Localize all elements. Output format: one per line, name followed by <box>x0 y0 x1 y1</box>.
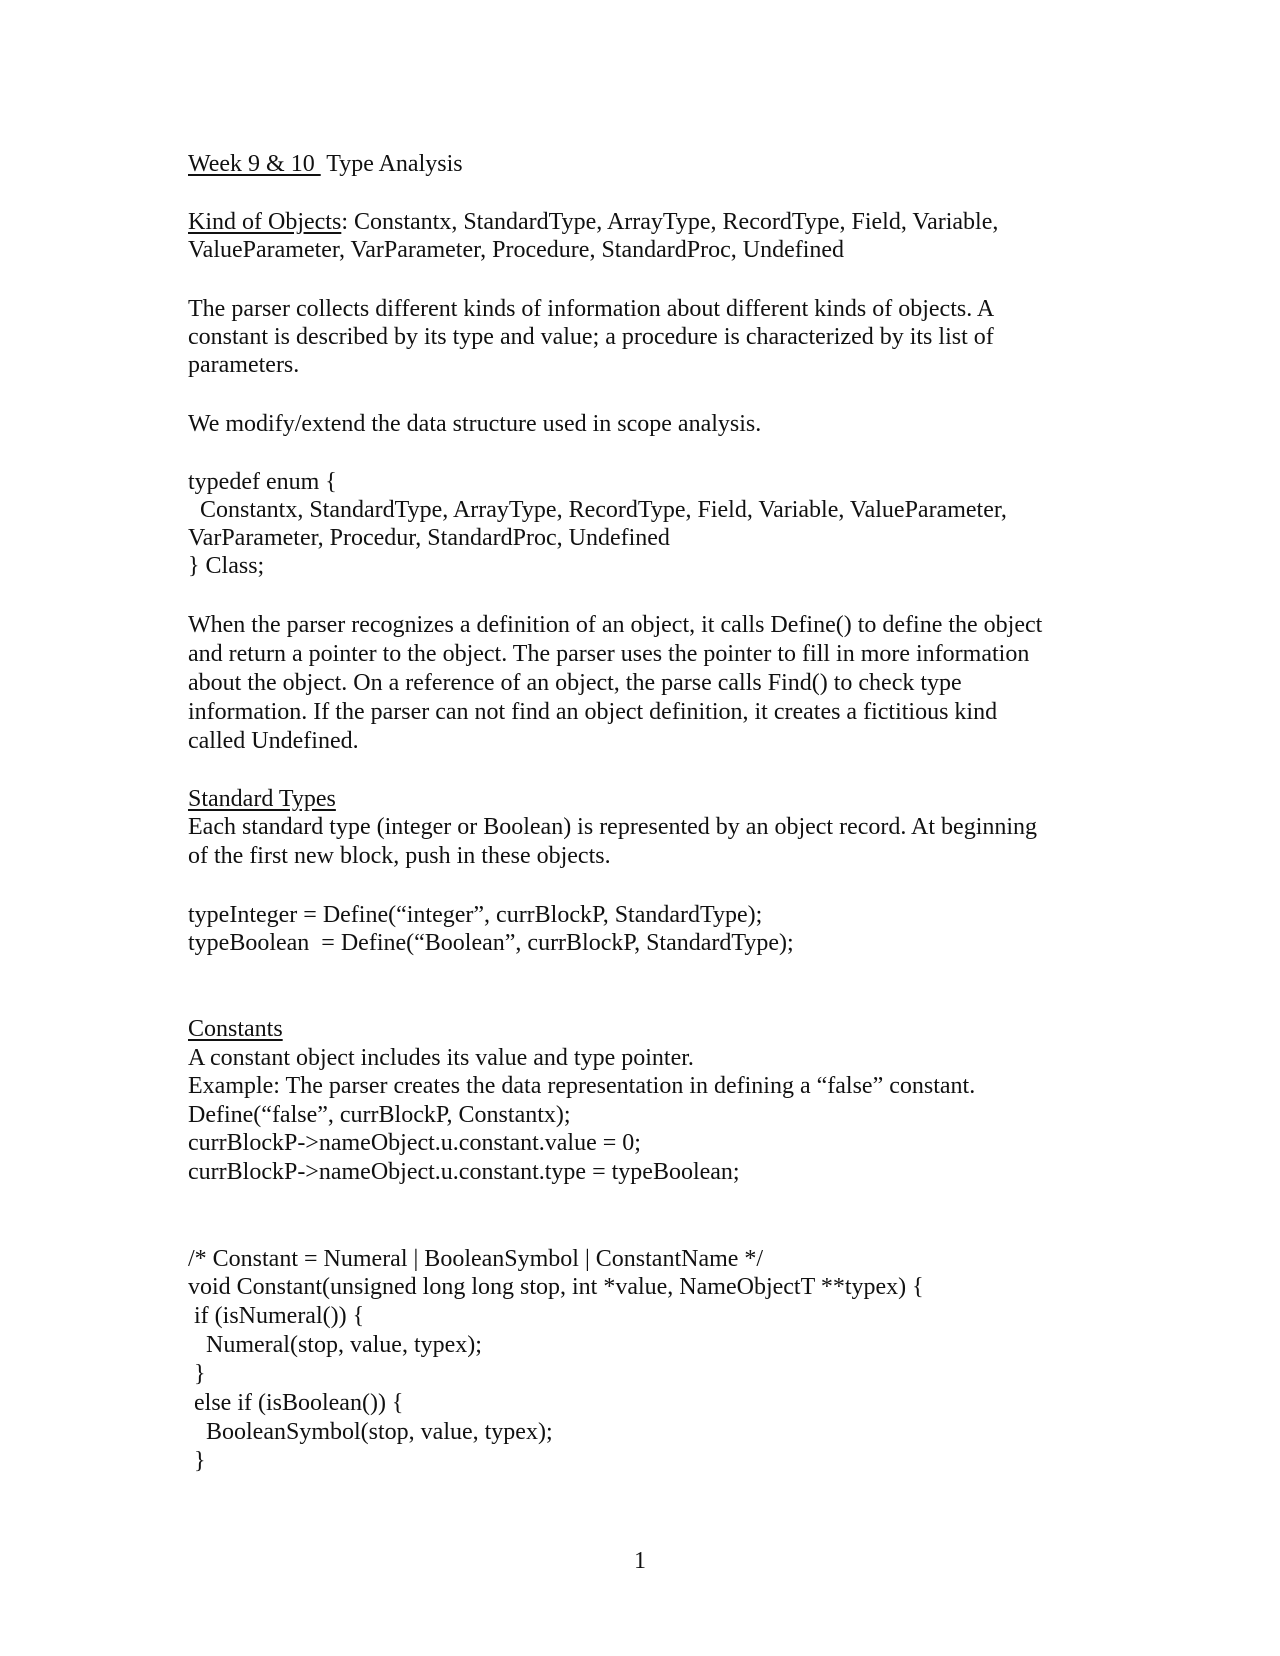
define-line: When the parser recognizes a definition of an object, it calls Define() to define the object <box>188 612 1043 638</box>
define-line: and return a pointer to the object. The parser uses the pointer to fill in more information <box>188 641 1030 667</box>
page-number: 1 <box>634 1548 646 1574</box>
constants-line: Define(“false”, currBlockP, Constantx); <box>188 1102 571 1128</box>
typedef-line: typedef enum { <box>188 469 337 495</box>
constants-line: currBlockP->nameObject.u.constant.value = 0; <box>188 1130 641 1156</box>
code-line: /* Constant = Numeral | BooleanSymbol | ConstantName */ <box>188 1246 764 1272</box>
code-line: else if (isBoolean()) { <box>188 1390 404 1416</box>
standard-types-line: Each standard type (integer or Boolean) is represented by an object record. At beginning <box>188 814 1038 840</box>
constants-line: Example: The parser creates the data representation in defining a “false” constant. <box>188 1073 976 1099</box>
code-line: if (isNumeral()) { <box>188 1303 365 1329</box>
define-line: information. If the parser can not find an object definition, it creates a fictitious kind <box>188 699 998 725</box>
standard-types-heading: Standard Types <box>188 786 336 812</box>
code-line: Numeral(stop, value, typex); <box>188 1332 482 1358</box>
code-line: BooleanSymbol(stop, value, typex); <box>188 1419 553 1445</box>
intro-line: The parser collects different kinds of information about different kinds of objects. A <box>188 296 995 322</box>
kinds-line-2: ValueParameter, VarParameter, Procedure, StandardProc, Undefined <box>188 237 845 263</box>
kinds-line-1 <box>188 208 1108 237</box>
kinds-label: Kind of Objects <box>188 209 342 235</box>
page-title <box>188 150 1108 179</box>
code-line: } <box>188 1361 206 1387</box>
intro-line: constant is described by its type and value; a procedure is characterized by its list of <box>188 324 994 350</box>
kinds-list-rest: : Constantx, StandardType, ArrayType, RecordType, Field, Variable, <box>341 209 999 235</box>
title-rest: Type Analysis <box>320 151 463 177</box>
typedef-line: } Class; <box>188 553 265 579</box>
constants-line: A constant object includes its value and type pointer. <box>188 1045 694 1071</box>
title-underlined: Week 9 & 10 <box>188 151 321 177</box>
define-line: about the object. On a reference of an object, the parse calls Find() to check type <box>188 670 962 696</box>
modify-line: We modify/extend the data structure used in scope analysis. <box>188 411 762 437</box>
constants-heading: Constants <box>188 1016 283 1042</box>
standard-types-line: of the first new block, push in these objects. <box>188 843 611 869</box>
constants-line: currBlockP->nameObject.u.constant.type = typeBoolean; <box>188 1159 740 1185</box>
standard-types-code-line: typeBoolean = Define(“Boolean”, currBlockP, StandardType); <box>188 930 794 956</box>
code-line: void Constant(unsigned long long stop, int *value, NameObjectT **typex) { <box>188 1274 924 1300</box>
standard-types-code-line: typeInteger = Define(“integer”, currBlockP, StandardType); <box>188 902 763 928</box>
code-line: } <box>188 1448 206 1474</box>
intro-line: parameters. <box>188 352 300 378</box>
typedef-line: VarParameter, Procedur, StandardProc, Undefined <box>188 525 670 551</box>
define-line: called Undefined. <box>188 728 359 754</box>
typedef-line: Constantx, StandardType, ArrayType, RecordType, Field, Variable, ValueParameter, <box>188 497 1007 523</box>
